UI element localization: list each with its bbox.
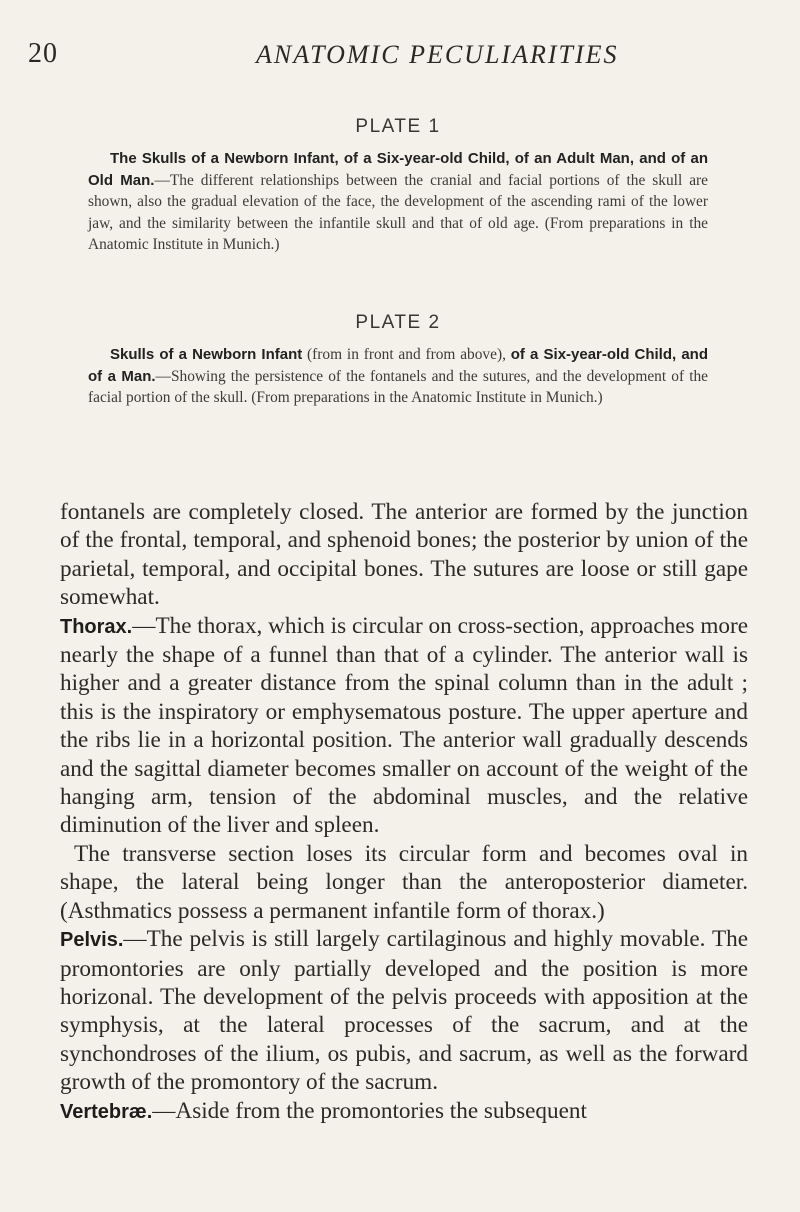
pelvis-text: —The pelvis is still largely cartilaginous and highly movable. The promontories are only partially developed and the position is more horizonal. The development of the pelvis proceeds with apposition at the symphysis, at the lateral processes of the sacrum, and at the synchondroses of the ilium, os pubis, and sacrum, as well as the forward growth of the promontory of the sacrum. [60,926,748,1096]
running-title: ANATOMIC PECULIARITIES [256,40,619,69]
paragraph-fontanels: fontanels are completely closed. The anterior are formed by the junction of the frontal, temporal, and sphenoid bones; the posterior by union of the parietal, temporal, and occipital bones. The sutures are loose or still gape somewhat. [60,499,748,611]
body-text [60,498,748,1126]
plate-2-text [88,344,708,409]
plate-1-lead: The Skulls of a Newborn Infant, of a Six-year-old Child, of an Adult Man, and of an Old Man. [88,150,708,189]
thorax-text: —The thorax, which is circular on cross-section, approaches more nearly the shape of a funnel than that of a cylinder. The anterior wall is higher and a greater distance from the spinal column than in the adult ; this is the inspiratory or emphysematous posture. The upper aperture and the ribs lie in a horizontal position. The anterior wall gradually descends and the sagittal diameter becomes smaller on account of the weight of the hanging arm, tension of the abdominal muscles, and the relative diminution of the liver and spleen. [60,612,748,839]
page-header [28,38,748,78]
paragraph-vertebrae [60,1097,748,1126]
page-number: 20 [28,38,58,69]
plate-1-heading: PLATE 1 [355,116,441,137]
plate-2-heading: PLATE 2 [355,312,441,333]
plate-1-caption [88,116,708,256]
plate-2-lead: Skulls of a Newborn Infant [110,346,303,363]
plate-1-description: —The different relationships between the cranial and facial portions of the skull are shown, also the gradual elevation of the face, the development of the ascending rami of the lower jaw, and the similarity between the infantile skull and that of old age. (From preparations in the Anatomic Institute in Munich.) [88,171,708,254]
plate-2-caption [88,312,708,409]
plate-2-lead-2: of a Six-year-old Child, and of a Man. [88,346,708,385]
paragraph-thorax [60,612,748,840]
vertebrae-heading: Vertebræ. [60,1100,153,1123]
pelvis-heading: Pelvis. [60,929,124,952]
plate-2-description: —Showing the persistence of the fontanels and the sutures, and the development of the facial portion of the skull. (From preparations in the Anatomic Institute in Munich.) [88,367,708,407]
plate-1-text [88,148,708,256]
paragraph-thorax-2: The transverse section loses its circular form and becomes oval in shape, the lateral being longer than the anteroposterior diameter. (Asthmatics possess a permanent infantile form of thorax.) [60,840,748,924]
vertebrae-text: —Aside from the promontories the subsequent [152,1097,587,1124]
thorax-heading: Thorax. [60,615,133,638]
paragraph-pelvis [60,925,748,1096]
plate-2-middle: (from in front and from above), [302,346,511,363]
